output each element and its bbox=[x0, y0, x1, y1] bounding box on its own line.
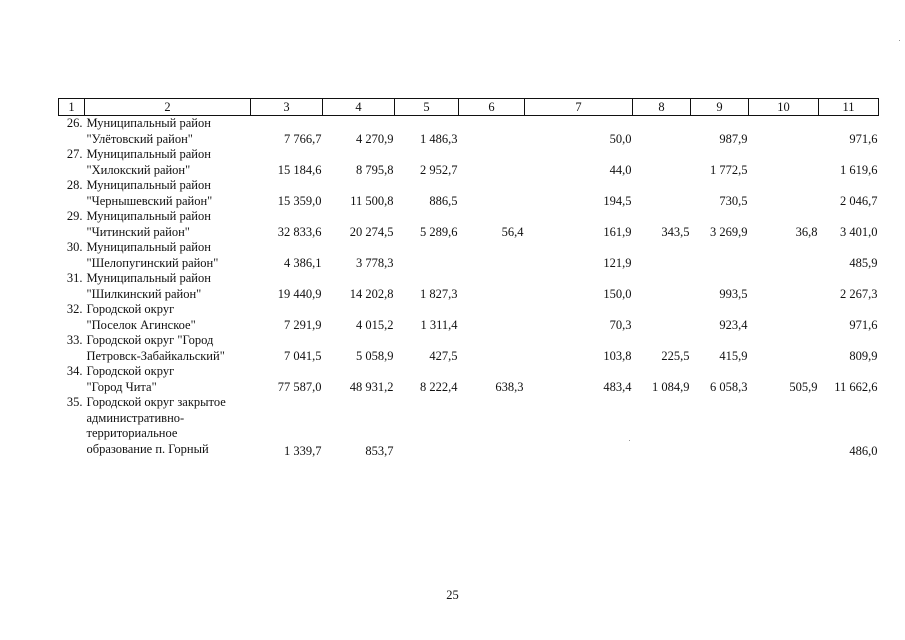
budget-table bbox=[58, 98, 879, 459]
value-cell-col-10 bbox=[749, 333, 819, 364]
value-cell-col-9: 993,5 bbox=[719, 286, 748, 301]
municipality-name-line: Петровск-Забайкальский" bbox=[86, 348, 225, 363]
value-cell-col-5: 1 827,3 bbox=[420, 286, 458, 301]
value-cell-col-4: 14 202,8 bbox=[349, 286, 394, 301]
value-cell-col-4: 853,7 bbox=[365, 443, 394, 458]
column-header: 10 bbox=[749, 99, 819, 116]
page-number: 25 bbox=[446, 588, 459, 602]
value-cell-col-8: 343,5 bbox=[661, 224, 690, 239]
value-cell-col-6 bbox=[459, 116, 525, 148]
municipality-name bbox=[85, 395, 251, 459]
value-cell-col-8 bbox=[633, 302, 691, 333]
value-cell-col-9: 1 772,5 bbox=[710, 162, 748, 177]
row-number: 30. bbox=[66, 240, 83, 254]
row-number: 32. bbox=[66, 302, 83, 316]
municipality-name-line: "Хилокский район" bbox=[86, 162, 191, 177]
municipality-name bbox=[85, 147, 251, 178]
value-cell-col-3: 7 766,7 bbox=[284, 131, 322, 146]
value-cell-col-5 bbox=[395, 395, 459, 459]
value-cell-col-8 bbox=[633, 271, 691, 302]
column-header: 6 bbox=[459, 99, 525, 116]
row-number: 26. bbox=[66, 116, 83, 130]
value-cell-col-11: 2 046,7 bbox=[840, 193, 878, 208]
value-cell-col-11: 971,6 bbox=[849, 131, 878, 146]
value-cell-col-3: 77 587,0 bbox=[277, 379, 322, 394]
table-row bbox=[59, 209, 879, 240]
municipality-name bbox=[85, 116, 251, 148]
value-cell-col-7: 150,0 bbox=[603, 286, 632, 301]
value-cell-col-8: 225,5 bbox=[661, 348, 690, 363]
column-header: 7 bbox=[525, 99, 633, 116]
municipality-name-line: "Чернышевский район" bbox=[86, 193, 213, 208]
scan-speck bbox=[629, 440, 630, 441]
value-cell-col-3: 1 339,7 bbox=[284, 443, 322, 458]
value-cell-col-10 bbox=[749, 240, 819, 271]
municipality-name-line: Городской округ закрытое bbox=[86, 395, 226, 409]
value-cell-col-4: 48 931,2 bbox=[349, 379, 394, 394]
value-cell-col-3: 7 041,5 bbox=[284, 348, 322, 363]
value-cell-col-7: 44,0 bbox=[609, 162, 632, 177]
value-cell-col-4: 3 778,3 bbox=[356, 255, 394, 270]
value-cell-col-4: 8 795,8 bbox=[356, 162, 394, 177]
value-cell-col-7: 70,3 bbox=[609, 317, 632, 332]
row-number: 28. bbox=[66, 178, 83, 192]
value-cell-col-9: 730,5 bbox=[719, 193, 748, 208]
value-cell-col-10: 505,9 bbox=[789, 379, 818, 394]
municipality-name bbox=[85, 240, 251, 271]
value-cell-col-3: 15 359,0 bbox=[277, 193, 322, 208]
column-header: 2 bbox=[85, 99, 251, 116]
table-row bbox=[59, 240, 879, 271]
municipality-name-line: "Шелопугинский район" bbox=[86, 255, 219, 270]
value-cell-col-8 bbox=[633, 147, 691, 178]
value-cell-col-11: 971,6 bbox=[849, 317, 878, 332]
value-cell-col-3: 32 833,6 bbox=[277, 224, 322, 239]
municipality-name-line: образование п. Горный bbox=[86, 441, 209, 456]
value-cell-col-10 bbox=[749, 271, 819, 302]
municipality-name bbox=[85, 271, 251, 302]
value-cell-col-11: 11 662,6 bbox=[834, 379, 878, 394]
value-cell-col-4: 11 500,8 bbox=[350, 193, 394, 208]
table-row bbox=[59, 333, 879, 364]
value-cell-col-10 bbox=[749, 302, 819, 333]
value-cell-col-9 bbox=[691, 240, 749, 271]
value-cell-col-10 bbox=[749, 116, 819, 148]
table-row bbox=[59, 147, 879, 178]
scan-speck bbox=[899, 40, 900, 41]
municipality-name bbox=[85, 178, 251, 209]
municipality-name-line: Муниципальный район bbox=[86, 116, 211, 130]
row-number: 34. bbox=[66, 364, 83, 378]
value-cell-col-4: 20 274,5 bbox=[349, 224, 394, 239]
value-cell-col-6 bbox=[459, 395, 525, 459]
column-header: 3 bbox=[251, 99, 323, 116]
municipality-name-line: "Город Чита" bbox=[86, 379, 157, 394]
value-cell-col-5: 2 952,7 bbox=[420, 162, 458, 177]
value-cell-col-7: 121,9 bbox=[603, 255, 632, 270]
column-header: 8 bbox=[633, 99, 691, 116]
value-cell-col-6: 56,4 bbox=[501, 224, 524, 239]
value-cell-col-4: 4 270,9 bbox=[356, 131, 394, 146]
municipality-name-line: "Поселок Агинское" bbox=[86, 317, 196, 332]
column-header: 9 bbox=[691, 99, 749, 116]
table-body bbox=[59, 116, 879, 460]
value-cell-col-6 bbox=[459, 178, 525, 209]
value-cell-col-7: 161,9 bbox=[603, 224, 632, 239]
value-cell-col-11: 2 267,3 bbox=[840, 286, 878, 301]
value-cell-col-6 bbox=[459, 271, 525, 302]
value-cell-col-9: 987,9 bbox=[719, 131, 748, 146]
value-cell-col-6: 638,3 bbox=[495, 379, 524, 394]
value-cell-col-3: 15 184,6 bbox=[277, 162, 322, 177]
value-cell-col-5 bbox=[395, 240, 459, 271]
value-cell-col-5: 886,5 bbox=[429, 193, 458, 208]
municipality-name-line: административно- bbox=[86, 410, 185, 425]
value-cell-col-5: 8 222,4 bbox=[420, 379, 458, 394]
municipality-name-line: Муниципальный район bbox=[86, 178, 211, 192]
column-header: 4 bbox=[323, 99, 395, 116]
municipality-name bbox=[85, 209, 251, 240]
value-cell-col-10 bbox=[749, 178, 819, 209]
value-cell-col-5: 1 486,3 bbox=[420, 131, 458, 146]
value-cell-col-6 bbox=[459, 302, 525, 333]
municipality-name-line: Городской округ "Город bbox=[86, 333, 214, 347]
value-cell-col-5: 1 311,4 bbox=[420, 317, 458, 332]
column-number-header-row bbox=[59, 99, 879, 116]
municipality-name bbox=[85, 333, 251, 364]
column-header: 1 bbox=[59, 99, 85, 116]
table-row bbox=[59, 302, 879, 333]
row-number: 33. bbox=[66, 333, 83, 347]
column-header: 5 bbox=[395, 99, 459, 116]
value-cell-col-11: 3 401,0 bbox=[840, 224, 878, 239]
municipality-name-line: "Шилкинский район" bbox=[86, 286, 202, 301]
value-cell-col-6 bbox=[459, 240, 525, 271]
value-cell-col-7: 50,0 bbox=[609, 131, 632, 146]
value-cell-col-3: 4 386,1 bbox=[284, 255, 322, 270]
value-cell-col-9: 6 058,3 bbox=[710, 379, 748, 394]
value-cell-col-8 bbox=[633, 395, 691, 459]
municipality-name-line: Муниципальный район bbox=[86, 147, 211, 161]
row-number: 29. bbox=[66, 209, 83, 223]
value-cell-col-3: 7 291,9 bbox=[284, 317, 322, 332]
municipality-name-line: Муниципальный район bbox=[86, 271, 211, 285]
municipality-name bbox=[85, 364, 251, 395]
table-row bbox=[59, 364, 879, 395]
table-row bbox=[59, 395, 879, 459]
row-number: 27. bbox=[66, 147, 83, 161]
municipality-name-line: "Улётовский район" bbox=[86, 131, 193, 146]
value-cell-col-11: 1 619,6 bbox=[840, 162, 878, 177]
value-cell-col-10: 36,8 bbox=[795, 224, 818, 239]
value-cell-col-9 bbox=[691, 395, 749, 459]
value-cell-col-11: 485,9 bbox=[849, 255, 878, 270]
table-row bbox=[59, 271, 879, 302]
municipality-name-line: Муниципальный район bbox=[86, 240, 211, 254]
value-cell-col-11: 486,0 bbox=[849, 443, 878, 458]
value-cell-col-7: 483,4 bbox=[603, 379, 632, 394]
value-cell-col-9: 923,4 bbox=[719, 317, 748, 332]
municipality-name-line: Городской округ bbox=[86, 302, 175, 316]
value-cell-col-5: 5 289,6 bbox=[420, 224, 458, 239]
municipality-name-line: Муниципальный район bbox=[86, 209, 211, 223]
value-cell-col-8 bbox=[633, 116, 691, 148]
municipality-name-line: Городской округ bbox=[86, 364, 175, 378]
value-cell-col-7: 103,8 bbox=[603, 348, 632, 363]
value-cell-col-8: 1 084,9 bbox=[652, 379, 690, 394]
value-cell-col-11: 809,9 bbox=[849, 348, 878, 363]
value-cell-col-10 bbox=[749, 147, 819, 178]
value-cell-col-8 bbox=[633, 178, 691, 209]
value-cell-col-5: 427,5 bbox=[429, 348, 458, 363]
value-cell-col-9: 415,9 bbox=[719, 348, 748, 363]
value-cell-col-4: 5 058,9 bbox=[356, 348, 394, 363]
value-cell-col-7 bbox=[525, 395, 633, 459]
row-number: 35. bbox=[66, 395, 83, 409]
municipality-name-line: территориальное bbox=[86, 426, 178, 440]
value-cell-col-4: 4 015,2 bbox=[356, 317, 394, 332]
value-cell-col-7: 194,5 bbox=[603, 193, 632, 208]
value-cell-col-3: 19 440,9 bbox=[277, 286, 322, 301]
value-cell-col-10 bbox=[749, 395, 819, 459]
table-row bbox=[59, 178, 879, 209]
value-cell-col-9: 3 269,9 bbox=[710, 224, 748, 239]
value-cell-col-6 bbox=[459, 147, 525, 178]
table-row bbox=[59, 116, 879, 148]
row-number: 31. bbox=[66, 271, 83, 285]
municipality-name bbox=[85, 302, 251, 333]
municipality-name-line: "Читинский район" bbox=[86, 224, 190, 239]
value-cell-col-8 bbox=[633, 240, 691, 271]
column-header: 11 bbox=[819, 99, 879, 116]
value-cell-col-6 bbox=[459, 333, 525, 364]
